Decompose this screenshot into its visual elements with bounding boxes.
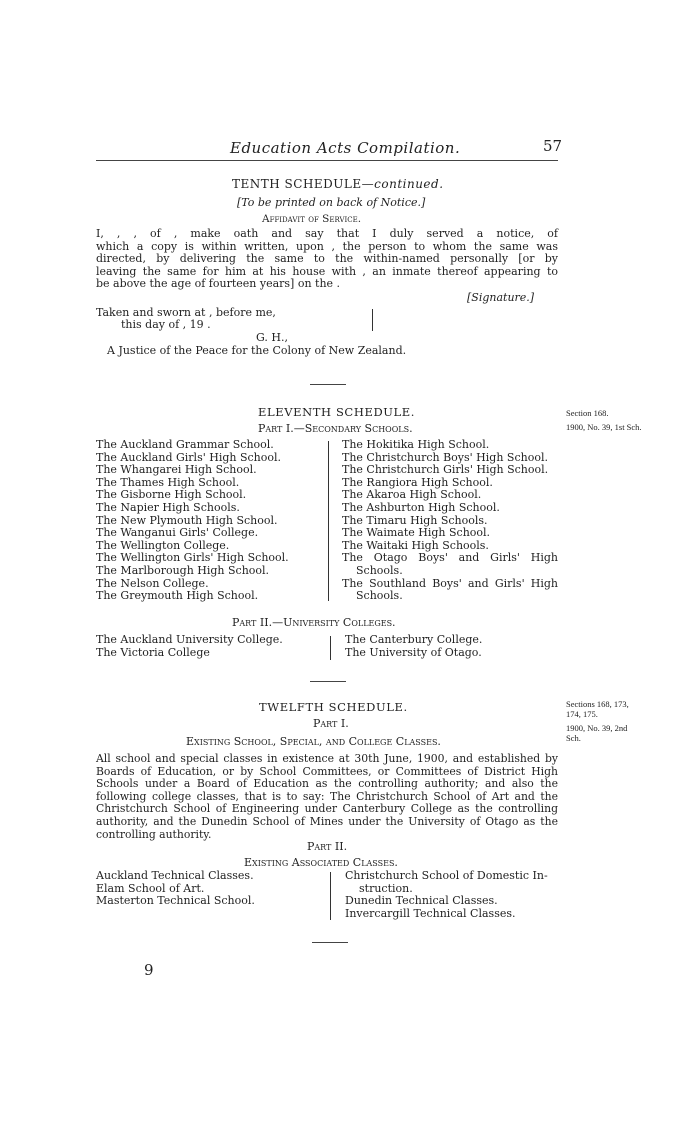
paragraph-line: authority, and the Dunedin School of Mines under the University of Otago as the bbox=[96, 814, 558, 828]
affidavit-heading: Affidavit of Service. bbox=[262, 213, 362, 225]
paragraph-line: Boards of Education, or by School Committees, or Committees of District High bbox=[96, 764, 558, 778]
affidavit-line: directed, by delivering the same to the within-named personally [or by bbox=[96, 252, 558, 266]
tenth-heading-suffix: —continued. bbox=[361, 177, 444, 191]
paragraph-line: Schools under a Board of Education as the controlling authority; and also the bbox=[96, 777, 558, 791]
affidavit-line: leaving the same for him at his house with , an inmate thereof appearing to bbox=[96, 264, 558, 278]
list-item: The New Plymouth High School. bbox=[96, 513, 278, 527]
list-item: The University of Otago. bbox=[345, 645, 482, 659]
list-item: Elam School of Art. bbox=[96, 881, 205, 895]
twelfth-schedule-heading: TWELFTH SCHEDULE. bbox=[259, 700, 408, 714]
eleventh-schedule-heading: ELEVENTH SCHEDULE. bbox=[258, 405, 416, 419]
affidavit-text bbox=[96, 228, 558, 291]
justice-initials: G. H., bbox=[256, 331, 288, 344]
page-number: 57 bbox=[543, 137, 563, 155]
list-item: The Waitaki High Schools. bbox=[342, 538, 489, 552]
list-item: Christchurch School of Domestic In- bbox=[345, 869, 548, 882]
signature-mark: 9 bbox=[144, 961, 154, 979]
list-item: Auckland Technical Classes. bbox=[96, 869, 254, 882]
column-divider bbox=[330, 872, 331, 920]
signature-placeholder: [Signature.] bbox=[467, 291, 535, 304]
secondary-schools-right-list bbox=[342, 439, 558, 603]
margin-note-line: Sch. bbox=[566, 733, 581, 743]
list-item: The Southland Boys' and Girls' High bbox=[342, 576, 558, 590]
margin-note-line: 174, 175. bbox=[566, 709, 598, 719]
twelfth-margin-note bbox=[566, 699, 629, 743]
existing-classes-paragraph bbox=[96, 753, 558, 841]
running-title: Education Acts Compilation. bbox=[230, 139, 461, 157]
university-colleges-left-list bbox=[96, 634, 283, 659]
list-item: The Whangarei High School. bbox=[96, 463, 257, 477]
secondary-schools-left-list bbox=[96, 439, 289, 603]
list-item: The Napier High Schools. bbox=[96, 500, 240, 514]
twelfth-part2-title: Part II. bbox=[307, 840, 348, 853]
column-divider bbox=[330, 636, 331, 660]
list-item: The Akaroa High School. bbox=[342, 488, 482, 502]
list-item: The Gisborne High School. bbox=[96, 488, 247, 502]
list-item: The Timaru High Schools. bbox=[342, 513, 488, 527]
university-colleges-right-list bbox=[345, 634, 482, 659]
justice-title: A Justice of the Peace for the Colony of New Zealand. bbox=[107, 344, 407, 357]
list-item: Schools. bbox=[356, 589, 403, 603]
twelfth-part1-subtitle: Existing School, Special, and College Classes. bbox=[186, 735, 441, 748]
associated-classes-left-list bbox=[96, 870, 255, 908]
list-item: The Otago Boys' and Girls' High bbox=[342, 551, 558, 565]
list-item: Invercargill Technical Classes. bbox=[345, 906, 516, 920]
column-divider bbox=[328, 441, 329, 601]
eleventh-margin-note bbox=[566, 408, 642, 432]
paragraph-line: controlling authority. bbox=[96, 827, 212, 841]
eleventh-part2-title: Part II.—University Colleges. bbox=[232, 616, 396, 629]
list-item: The Hokitika High School. bbox=[342, 438, 490, 451]
sworn-line-1: Taken and sworn at , before me, bbox=[96, 306, 276, 319]
margin-note-line: 1900, No. 39, 1st Sch. bbox=[566, 422, 642, 432]
notice-note: [To be printed on back of Notice.] bbox=[237, 196, 426, 209]
paragraph-line: Christchurch School of Engineering under Canterbury College as the controlling bbox=[96, 802, 558, 816]
affidavit-line: which a copy is within written, upon , the person to whom the same was bbox=[96, 239, 558, 253]
header-rule bbox=[96, 160, 558, 161]
section-rule bbox=[312, 942, 348, 943]
section-rule bbox=[310, 384, 346, 385]
tenth-schedule-heading bbox=[232, 177, 444, 191]
list-item: Masterton Technical School. bbox=[96, 894, 255, 908]
associated-classes-right-list bbox=[345, 870, 558, 920]
list-item: The Greymouth High School. bbox=[96, 589, 259, 603]
list-item: Schools. bbox=[356, 563, 403, 577]
list-item: The Victoria College bbox=[96, 645, 210, 659]
sworn-line-2: this day of , 19 . bbox=[121, 318, 211, 331]
list-item: The Wellington College. bbox=[96, 538, 230, 552]
list-item: The Thames High School. bbox=[96, 475, 240, 489]
list-item: The Auckland University College. bbox=[96, 633, 283, 646]
list-item: struction. bbox=[359, 881, 413, 895]
list-item: The Wellington Girls' High School. bbox=[96, 551, 289, 565]
tenth-heading-text: TENTH SCHEDULE bbox=[232, 177, 362, 191]
list-item: The Auckland Grammar School. bbox=[96, 438, 274, 451]
list-item: The Ashburton High School. bbox=[342, 500, 500, 514]
eleventh-part1-title: Part I.—Secondary Schools. bbox=[258, 422, 413, 435]
list-item: The Rangiora High School. bbox=[342, 475, 493, 489]
section-rule bbox=[310, 681, 346, 682]
list-item: The Christchurch Boys' High School. bbox=[342, 450, 548, 464]
list-item: The Nelson College. bbox=[96, 576, 209, 590]
list-item: The Auckland Girls' High School. bbox=[96, 450, 282, 464]
list-item: The Christchurch Girls' High School. bbox=[342, 463, 549, 477]
paragraph-line: All school and special classes in existence at 30th June, 1900, and established by bbox=[96, 752, 558, 765]
twelfth-part2-subtitle: Existing Associated Classes. bbox=[244, 856, 398, 869]
margin-note-line: Section 168. bbox=[566, 408, 609, 418]
list-item: The Waimate High School. bbox=[342, 526, 491, 540]
list-item: Dunedin Technical Classes. bbox=[345, 894, 498, 908]
sworn-brace bbox=[372, 309, 373, 331]
list-item: The Wanganui Girls' College. bbox=[96, 526, 259, 540]
paragraph-line: following college classes, that is to say: The Christchurch School of Art and the bbox=[96, 789, 558, 803]
affidavit-line: I, , , of , make oath and say that I duly served a notice, of bbox=[96, 227, 558, 240]
list-item: The Marlborough High School. bbox=[96, 563, 270, 577]
affidavit-line: be above the age of fourteen years] on the . bbox=[96, 277, 341, 291]
margin-note-line: Sections 168, 173, bbox=[566, 699, 629, 709]
twelfth-part1-title: Part I. bbox=[313, 717, 349, 730]
margin-note-line: 1900, No. 39, 2nd bbox=[566, 723, 628, 733]
list-item: The Canterbury College. bbox=[345, 633, 483, 646]
